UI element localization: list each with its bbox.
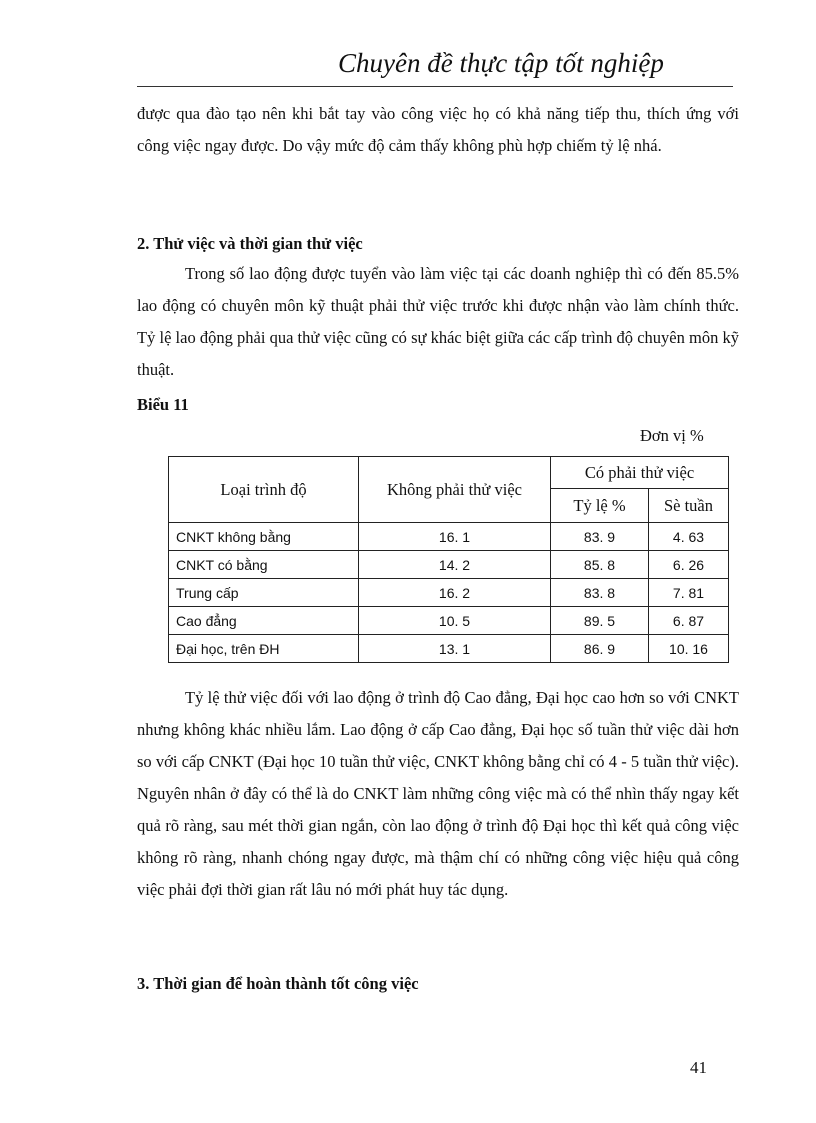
paragraph-probation: Trong số lao động được tuyển vào làm việc tại các doanh nghiệp thì có đến 85.5% lao động có chuyên môn kỹ thuật phải thử việc trước khi được nhận vào làm chính thức. Tỷ lệ lao động phải qua thử việc cũng có sự khác biệt giữa các cấp trình độ chuyên môn kỹ thuật.: [137, 264, 739, 379]
table-row: [169, 579, 729, 607]
cell-rate: 83. 9: [551, 523, 649, 551]
cell-level: Đại học, trên ĐH: [169, 635, 359, 663]
cell-weeks: 6. 26: [649, 551, 729, 579]
cell-no-trial: 10. 5: [359, 607, 551, 635]
cell-no-trial: 13. 1: [359, 635, 551, 663]
paragraph-intro: được qua đào tạo nên khi bắt tay vào công việc họ có khả năng tiếp thu, thích ứng với công việc ngay được. Do vậy mức độ cảm thấy không phù hợp chiếm tỷ lệ nhá.: [137, 104, 739, 155]
header-rate: Tỷ lệ %: [551, 489, 649, 523]
header-no-trial: Không phải thử việc: [359, 457, 551, 523]
header-weeks: Sè tuần: [649, 489, 729, 523]
section-heading-probation: 2. Thử việc và thời gian thử việc: [137, 234, 363, 253]
cell-rate: 85. 8: [551, 551, 649, 579]
cell-weeks: 7. 81: [649, 579, 729, 607]
table-row: [169, 635, 729, 663]
cell-rate: 86. 9: [551, 635, 649, 663]
section-heading-completion-time: 3. Thời gian để hoàn thành tốt công việc: [137, 974, 419, 993]
cell-weeks: 6. 87: [649, 607, 729, 635]
page-header-title: Chuyên đề thực tập tốt nghiệp: [338, 48, 664, 78]
table-caption: Biểu 11: [137, 395, 189, 414]
cell-weeks: 10. 16: [649, 635, 729, 663]
paragraph-analysis: Tỷ lệ thử việc đối với lao động ở trình độ Cao đẳng, Đại học cao hơn so với CNKT nhưng không khác nhiều lắm. Lao động ở cấp Cao đẳng, Đại học số tuần thử việc dài hơn so với cấp CNKT (Đại học 10 tuần thử việc, CNKT không bằng chỉ có 4 - 5 tuần thử việc). Nguyên nhân ở đây có thể là do CNKT làm những công việc mà có thể nhìn thấy ngay kết quả rõ ràng, sau mét thời gian ngắn, còn lao động ở trình độ Đại học thì kết quả công việc không rõ ràng, nhanh chóng ngay được, mà thậm chí có những công việc hiệu quả công việc phải đợi thời gian rất lâu nó mới phát huy tác dụng.: [137, 688, 739, 899]
table-row: [169, 551, 729, 579]
header-level: Loại trình độ: [169, 457, 359, 523]
header-has-trial: Có phải thử việc: [551, 457, 729, 489]
probation-table: [168, 456, 729, 663]
cell-no-trial: 16. 1: [359, 523, 551, 551]
page-number: 41: [690, 1058, 707, 1077]
table-row: [169, 607, 729, 635]
header-divider: [137, 86, 733, 87]
unit-label: Đơn vị %: [640, 426, 704, 445]
cell-rate: 89. 5: [551, 607, 649, 635]
cell-no-trial: 14. 2: [359, 551, 551, 579]
cell-weeks: 4. 63: [649, 523, 729, 551]
cell-level: Trung cấp: [169, 579, 359, 607]
cell-rate: 83. 8: [551, 579, 649, 607]
cell-level: Cao đẳng: [169, 607, 359, 635]
cell-no-trial: 16. 2: [359, 579, 551, 607]
table-row: [169, 523, 729, 551]
cell-level: CNKT không bằng: [169, 523, 359, 551]
cell-level: CNKT có bằng: [169, 551, 359, 579]
